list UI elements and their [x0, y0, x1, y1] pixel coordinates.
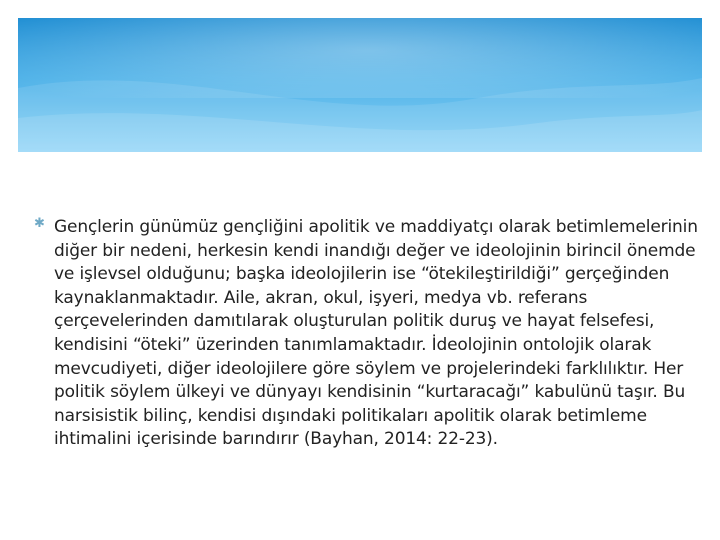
- bullet-paragraph: Gençlerin günümüz gençliğini apolitik ve maddiyatçı olarak betimlemelerinin diğer bir nedeni, herkesin kendi inandığı değer ve ideolojinin birincil önemde ve işlevsel olduğunu; başka ideolojilerin ise “ötekileştirildiği” gerçeğinden kaynaklanmaktadır. Aile, akran, okul, işyeri, medya vb. referans çerçevelerinden damıtılarak oluşturulan politik duruş ve hayat felsefesi, kendisini “öteki” üzerinden tanımlamaktadır. İdeolojinin ontolojik olarak mevcudiyeti, diğer ideolojilere göre söylem ve projelerindeki farklılıktır. Her politik söylem ülkeyi ve dünyayı kendisinin “kurtaracağı” kabulünü taşır. Bu narsisistik bilinç, kendisi dışındaki politikaları apolitik olarak betimleme ihtimalini içerisinde barındırır (Bayhan, 2014: 22-23).: [54, 217, 698, 450]
- asterisk-bullet-icon: ✱: [34, 216, 45, 231]
- header-banner: [18, 18, 702, 152]
- banner-wave: [18, 18, 702, 152]
